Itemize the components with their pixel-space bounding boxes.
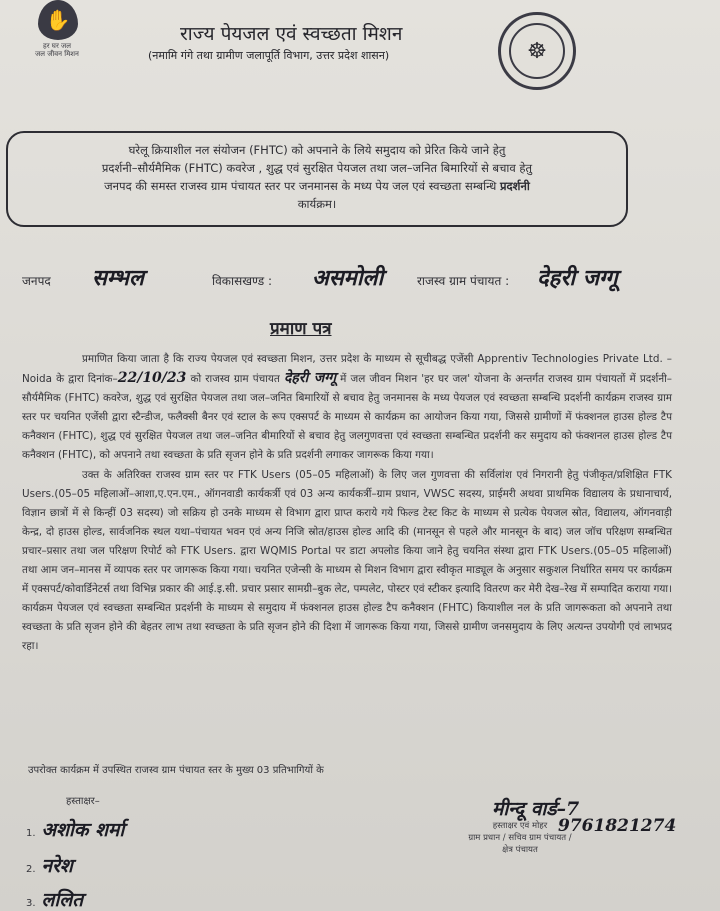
body-gram-panchayat: देहरी जग्गू bbox=[283, 370, 337, 387]
box-line-3: जनपद की समस्त राजस्व ग्राम पंचायत स्तर पर जनमानस के मध्य पेय जल एवं स्वच्छता सम्बन्धि प्रदर्शनी bbox=[104, 179, 530, 193]
participant-signature-2: 2. नरेश bbox=[26, 855, 73, 877]
water-drop-icon: ✋ bbox=[38, 0, 78, 40]
event-date: 22/10/23 bbox=[117, 370, 187, 387]
gram-panchayat-label: राजस्व ग्राम पंचायत : bbox=[417, 274, 510, 288]
logo-caption: हर घर जल जल जीवन मिशन bbox=[35, 42, 79, 58]
certificate-body bbox=[22, 350, 672, 657]
box-line-4: कार्यक्रम। bbox=[297, 197, 337, 211]
block-label: विकासखण्ड : bbox=[212, 274, 273, 288]
up-government-seal bbox=[498, 12, 576, 90]
signature-label: हस्ताक्षर– bbox=[66, 796, 100, 807]
har-ghar-jal-logo bbox=[32, 0, 82, 58]
participant-signature-1: 1. अशोक शर्मा bbox=[26, 819, 125, 841]
paragraph-2: उक्त के अतिरिक्त राजस्व ग्राम स्तर पर FTK Users (05–05 महिलाओं) के लिए जल गुणवत्ता की सर्विलांश एवं निगरानी हेतु पंजीकृत/प्रशिक्षित FTK Users.(05–05 महिलाओं–आशा,ए.एन.एम., ऑगनवाडी कार्यकर्त्री एवं 03 अन्य कार्यकर्त्री–ग्राम प्रधान, VWSC सदस्य, प्राईमरी अथवा प्राथमिक विद्यालय के प्रधानाचार्य, विज्ञान छात्रों में से किन्हीं 03 सदस्य) जो सक्रिय हो उनके माध्यम से विभाग द्वारा प्राप्त कराये गये फिल्ड टेस्ट किट के माध्यम से प्रत्येक पेयजल स्रोत, विद्यालय, ऑगनवाड़ी केन्द्र, दो हाउस होल्ड, सार्वजनिक स्थल यथा–पंचायत भवन एवं अन्य निजि स्रोत/हाउस होल्ड आदि की (मानसून से पहले और मानसून के बाद) जल जॉच परिक्षण सम्बन्धित प्रचार–प्रसार तथा जल परिक्षण रिपोर्ट को FTK Users. द्वारा WQMIS Portal पर डाटा अपलोड किया जाने हेतु चयनित संस्था द्वारा FTK Users.(05–05 महिलाओं) तथा आम जन–मानस में व्यापक स्तर पर जागरूक किया गया। चयनित एजेन्सी के माध्यम से मिशन विभाग द्वारा स्वीकृत माड्यूल के अनुसार सकुशल निर्धारित समय पर कार्यक्रम में एक्सपर्ट/कोवार्डिनेटर्स तथा विभिन्न प्रकार की आई.इ.सी. प्रचार प्रसार सामग्री–बुक लेट, पम्पलेट, पोस्टर एवं स्टीकर इत्यादि वितरण कर मेरी देख–रेख में सम्पादित कराया गया। कार्यक्रम पेयजल एवं स्वच्छता सम्बन्धित प्रदर्शनी के माध्यम से समुदाय में फंक्शनल हाउस होल्ड टैप कनैक्शन (FHTC) कियाशील नल के प्रति जागरूकता को अपनाने तथा स्वच्छता के प्रति सृजन होने की बेहतर लाभ तथा स्वच्छता के प्रति सृजन होने की दिशा में जागरूक किया गया, जिससे ग्रामीण जनसमुदाय के लिए अत्यन्त उपयोगी एवं लाभप्रद रहा। bbox=[22, 468, 672, 653]
block-value: असमोली bbox=[312, 265, 384, 291]
pradhan-signature: मीन्दू वार्ड–7 bbox=[492, 798, 580, 820]
gram-panchayat-value: देहरी जग्गू bbox=[537, 265, 618, 291]
certificate-title: प्रमाण पत्र bbox=[270, 319, 332, 339]
paragraph-1: प्रमाणित किया जाता है कि राज्य पेयजल एवं स्वच्छता मिशन, उत्तर प्रदेश के माध्यम से सूचीबद्ध एजेंसी Apprentiv Technologies Private Ltd. – Noida के द्वारा दिनांक–22/10/23 को राजस्व ग्राम पंचायत देहरी जग्गू में जल जीवन मिशन 'हर घर जल' योजना के अन्तर्गत राजस्व ग्राम पंचायतों में प्रदर्शनी–सौर्यमैमिक (FHTC) कवरेज, शुद्ध एवं सुरक्षित पेयजल तथा जल–जनित बिमारियों से बचाव हेतु जनमानस के मध्य पेयजल एवं स्वच्छता सम्बन्धि प्रदर्शनी कार्यक्रम राजस्व ग्राम स्तर पर चयनित एजेंसी द्वारा स्टैन्डीज, फलैक्सी बैनर एवं स्टाल के रूप एक्सपर्ट के माध्यम से कार्यक्रम का आयोजन किया गया, जिससे ग्रामीणों में फंक्शनल हाउस होल्ड टैप कनैक्शन (FHTC), शुद्ध एवं सुरक्षित पेयजल तथा जल–जनित बीमारियों से बचाव हेतु जलगुणवत्ता एवं स्वच्छता सम्बन्धित प्रदर्शनी कर समुदाय को फंक्शनल हाउस होल्ड टैप कनैक्शन (FHTC), को अपनाने तथा स्वच्छता के प्रति सृजन होने के प्रति प्रदर्शनी लगाकर जागरूक किया गया। bbox=[22, 353, 672, 462]
location-fields bbox=[22, 262, 702, 296]
pradhan-phone: 9761821274 bbox=[558, 816, 677, 836]
participants-lead: उपरोक्त कार्यक्रम में उपस्थित राजस्व ग्राम पंचायत स्तर के मुख्य 03 प्रतिभागियों के bbox=[28, 765, 324, 776]
official-stamp: हस्ताक्षर एवं मोहर ग्राम प्रधान / सचिव ग्राम पंचायत / क्षेत्र पंचायत bbox=[468, 821, 572, 855]
district-label: जनपद bbox=[22, 274, 51, 288]
district-value: सम्भल bbox=[92, 265, 144, 291]
program-description-box bbox=[6, 131, 628, 227]
ashoka-seal-icon: ☸ bbox=[509, 23, 565, 79]
box-line-2: प्रदर्शनी–सौर्यमैमिक (FHTC) कवरेज , शुद्ध एवं सुरक्षित पेयजल तथा जल–जनित बिमारियों से बचाव हेतु bbox=[101, 161, 533, 175]
mission-title: राज्य पेयजल एवं स्वच्छता मिशन bbox=[180, 23, 403, 45]
mission-subtitle: (नमामि गंगे तथा ग्रामीण जलापूर्ति विभाग, उत्तर प्रदेश शासन) bbox=[148, 49, 390, 62]
participant-signature-3: 3. ललित bbox=[26, 889, 84, 911]
box-line-1: घरेलू क्रियाशील नल संयोजन (FHTC) को अपनाने के लिये समुदाय को प्रेरित किये जाने हेतु bbox=[128, 143, 506, 157]
